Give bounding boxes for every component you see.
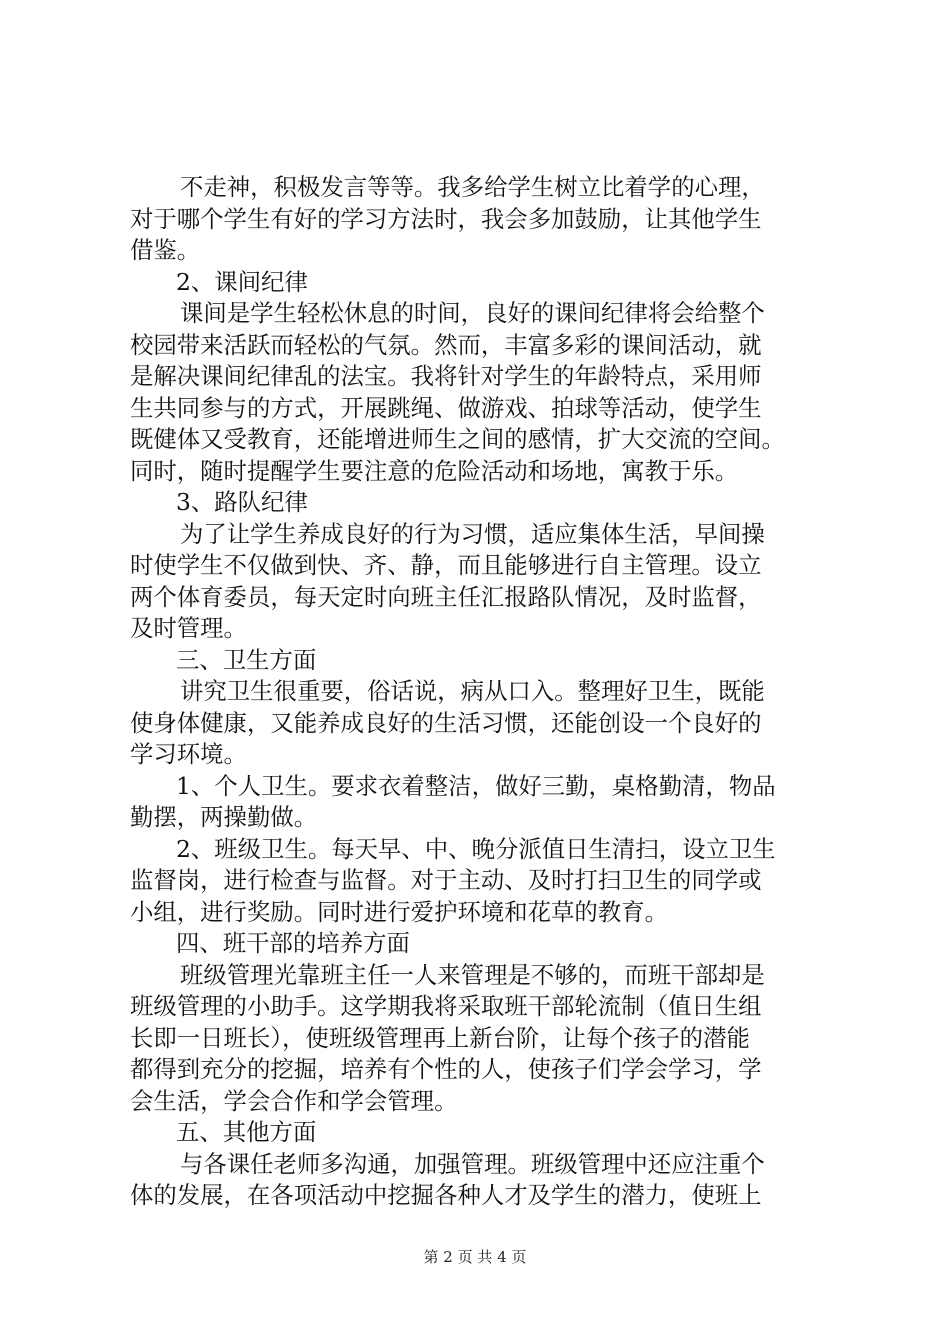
text-line: 四、班干部的培养方面 (176, 929, 410, 957)
text-line: 与各课任老师多沟通，加强管理。班级管理中还应注重个 (180, 1149, 765, 1178)
document-body (130, 172, 835, 1212)
text-line: 生共同参与的方式，开展跳绳、做游戏、拍球等活动，使学生 (130, 393, 762, 422)
text-line: 讲究卫生很重要，俗话说，病从口入。整理好卫生，既能 (180, 677, 765, 705)
text-line: 2、课间纪律 (176, 267, 308, 296)
text-line: 班级管理光靠班主任一人来管理是不够的，而班干部却是 (180, 960, 765, 989)
text-line: 会生活，学会合作和学会管理。 (130, 1086, 458, 1115)
text-line: 使身体健康，又能养成良好的生活习惯，还能创设一个良好的 (130, 708, 762, 737)
text-line: 不走神，积极发言等等。我多给学生树立比着学的心理， (180, 173, 765, 201)
text-line: 小组，进行奖励。同时进行爱护环境和花草的教育。 (130, 897, 668, 926)
text-line: 五、其他方面 (176, 1118, 317, 1146)
text-line: 对于哪个学生有好的学习方法时，我会多加鼓励，让其他学生 (130, 204, 762, 233)
text-line: 课间是学生轻松休息的时间，良好的课间纪律将会给整个 (180, 299, 765, 327)
text-line: 借鉴。 (130, 236, 201, 264)
text-line: 为了让学生养成良好的行为习惯，适应集体生活，早间操 (180, 519, 765, 548)
text-line: 及时管理。 (130, 614, 247, 642)
text-line: 两个体育委员，每天定时向班主任汇报路队情况，及时监督， (130, 582, 762, 611)
text-line: 2、班级卫生。每天早、中、晚分派值日生清扫，设立卫生 (176, 834, 776, 863)
text-line: 时使学生不仅做到快、齐、静，而且能够进行自主管理。设立 (130, 551, 762, 579)
text-line: 体的发展，在各项活动中挖掘各种人才及学生的潜力，使班上 (130, 1181, 762, 1209)
text-line: 1、个人卫生。要求衣着整洁，做好三勤，桌格勤清，物品 (176, 771, 776, 800)
text-line: 既健体又受教育，还能增进师生之间的感情，扩大交流的空间。 (130, 425, 785, 453)
text-line: 勤摆，两操勤做。 (130, 803, 318, 831)
text-line: 是解决课间纪律乱的法宝。我将针对学生的年龄特点，采用师 (130, 362, 762, 390)
text-line: 同时，随时提醒学生要注意的危险活动和场地，寓教于乐。 (130, 456, 739, 485)
text-line: 校园带来活跃而轻松的气氛。然而，丰富多彩的课间活动，就 (130, 330, 762, 359)
text-line: 长即一日班长），使班级管理再上新台阶，让每个孩子的潜能 (130, 1023, 750, 1052)
text-line: 3、路队纪律 (176, 488, 308, 516)
text-line: 三、卫生方面 (176, 645, 317, 674)
text-line: 学习环境。 (130, 740, 247, 768)
page-footer: 第 2 页 共 4 页 (423, 1248, 527, 1266)
text-line: 都得到充分的挖掘，培养有个性的人，使孩子们学会学习，学 (130, 1055, 762, 1083)
text-line: 班级管理的小助手。这学期我将采取班干部轮流制（值日生组 (130, 992, 762, 1020)
text-line: 监督岗，进行检查与监督。对于主动、及时打扫卫生的同学或 (130, 866, 762, 894)
